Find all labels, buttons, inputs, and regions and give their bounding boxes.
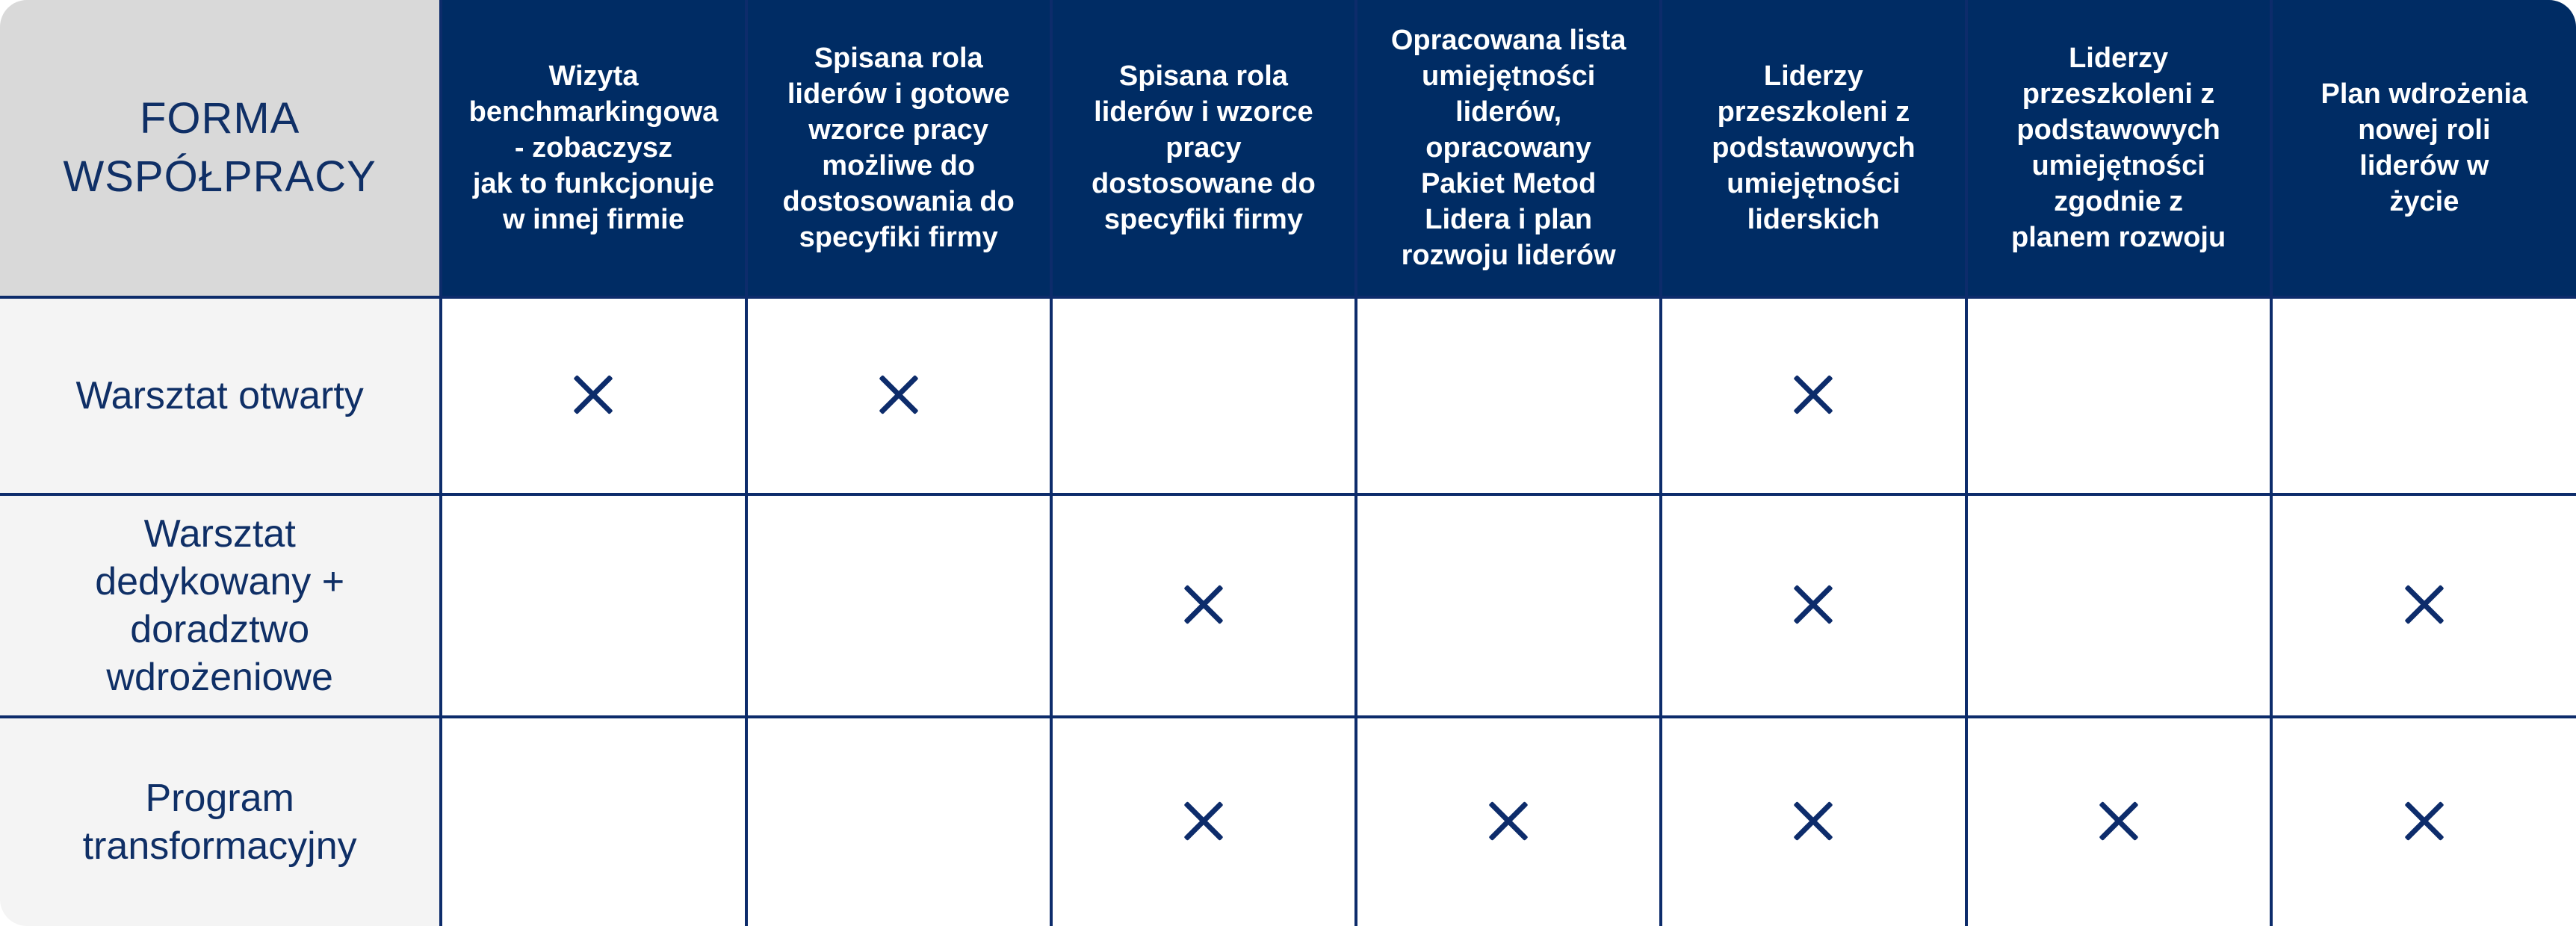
header-line — [1068, 166, 1340, 202]
x-mark-icon — [1183, 800, 1224, 842]
header-line: liderskich — [1747, 204, 1880, 235]
row-label-transformation-program — [0, 717, 441, 926]
header-fragment: do — [1272, 168, 1316, 199]
x-mark-icon — [572, 373, 614, 415]
row-label-dedicated-workshop — [0, 494, 441, 717]
column-header-leaders-trained-plan — [1966, 0, 2271, 297]
header-line: wzorce pracy — [808, 114, 989, 146]
column-header-adapted-patterns — [1051, 0, 1356, 297]
x-mark-icon — [2403, 800, 2445, 842]
table-row — [0, 494, 2576, 717]
matrix-cell — [1661, 297, 1966, 494]
row-label-line: Warsztat — [143, 512, 296, 556]
header-line: rozwoju liderów — [1401, 240, 1616, 271]
header-line: w innej firmie — [503, 204, 684, 235]
x-mark-icon — [1183, 583, 1224, 625]
header-row — [0, 0, 2576, 297]
table-row — [0, 717, 2576, 926]
matrix-cell — [1051, 297, 1356, 494]
header-line: zgodnie z — [2054, 186, 2184, 217]
row-label-line: transformacyjny — [82, 824, 357, 868]
matrix-cell — [1356, 494, 1661, 717]
matrix-cell — [2271, 297, 2576, 494]
row-label-line: Program — [145, 777, 294, 820]
header-line: życie — [2389, 186, 2459, 217]
matrix-cell — [746, 494, 1051, 717]
header-line: umiejętności — [1422, 60, 1596, 92]
matrix-cell — [441, 297, 746, 494]
column-header-leaders-trained — [1661, 0, 1966, 297]
matrix-cell — [1966, 297, 2271, 494]
header-line: Liderzy — [1763, 60, 1863, 92]
row-label-line: Warsztat otwarty — [75, 374, 364, 417]
header-line: specyfiki firmy — [1103, 204, 1303, 235]
column-header-skills-list — [1356, 0, 1661, 297]
matrix-cell — [2271, 494, 2576, 717]
header-line: jak to funkcjonuje — [472, 168, 714, 199]
header-line: Opracowana lista — [1390, 25, 1626, 56]
x-mark-icon — [2098, 800, 2140, 842]
row-label-line: dedykowany + — [95, 560, 345, 603]
header-line: podstawowych — [2016, 114, 2220, 146]
column-header-implementation-plan — [2271, 0, 2576, 297]
corner-title-line: FORMA — [139, 94, 300, 143]
table-row — [0, 297, 2576, 494]
header-line: liderów i gotowe — [787, 78, 1010, 110]
row-label-open-workshop — [0, 297, 441, 494]
header-line: przeszkoleni z — [1717, 96, 1910, 128]
header-line: umiejętności — [1727, 168, 1901, 199]
header-line: Plan wdrożenia — [2320, 78, 2528, 110]
corner-header — [0, 0, 441, 297]
matrix-cell — [441, 717, 746, 926]
x-mark-icon — [2403, 583, 2445, 625]
matrix-cell — [441, 494, 746, 717]
header-line — [763, 148, 1035, 184]
header-line: planem rozwoju — [2011, 222, 2226, 253]
header-line: specyfiki firmy — [799, 222, 998, 253]
matrix-cell — [1966, 717, 2271, 926]
header-line: przeszkoleni z — [2022, 78, 2215, 110]
header-line: opracowany — [1425, 132, 1592, 164]
column-header-ready-patterns — [746, 0, 1051, 297]
matrix-cell — [1356, 717, 1661, 926]
header-line: umiejętności — [2031, 150, 2205, 181]
x-mark-icon — [1487, 800, 1529, 842]
matrix-cell — [1661, 717, 1966, 926]
header-bold-word: dostosowane — [1092, 168, 1273, 199]
matrix-cell — [1966, 494, 2271, 717]
matrix-cell — [746, 297, 1051, 494]
header-line: liderów i wzorce — [1094, 96, 1313, 128]
matrix-cell — [2271, 717, 2576, 926]
header-line: Lidera i plan — [1425, 204, 1593, 235]
x-mark-icon — [1792, 583, 1834, 625]
header-line: Spisana rola — [1118, 60, 1288, 92]
x-mark-icon — [878, 373, 920, 415]
x-mark-icon — [1792, 373, 1834, 415]
header-line: Spisana rola — [814, 43, 983, 74]
matrix-cell — [1356, 297, 1661, 494]
header-line: Liderzy — [2069, 43, 2169, 74]
x-mark-icon — [1792, 800, 1834, 842]
corner-title-line: WSPÓŁPRACY — [63, 152, 377, 201]
matrix-cell — [1051, 494, 1356, 717]
column-header-benchmarking — [441, 0, 746, 297]
header-line: nowej roli — [2358, 114, 2491, 146]
header-line: Wizyta — [548, 60, 639, 92]
matrix-cell — [1661, 494, 1966, 717]
header-line: Pakiet Metod — [1420, 168, 1597, 199]
header-line: dostosowania do — [782, 186, 1015, 217]
header-line: pracy — [1165, 132, 1242, 164]
header-line: liderów, — [1455, 96, 1562, 128]
matrix-cell — [746, 717, 1051, 926]
header-line: liderów w — [2359, 150, 2489, 181]
header-bold-word: możliwe — [822, 150, 933, 181]
row-label-line: doradztwo — [130, 608, 310, 651]
header-line: benchmarkingowa — [468, 96, 719, 128]
header-line: podstawowych — [1712, 132, 1916, 164]
matrix-cell — [1051, 717, 1356, 926]
header-line: - zobaczysz — [514, 132, 673, 164]
header-fragment: do — [932, 150, 976, 181]
row-label-line: wdrożeniowe — [106, 656, 333, 699]
